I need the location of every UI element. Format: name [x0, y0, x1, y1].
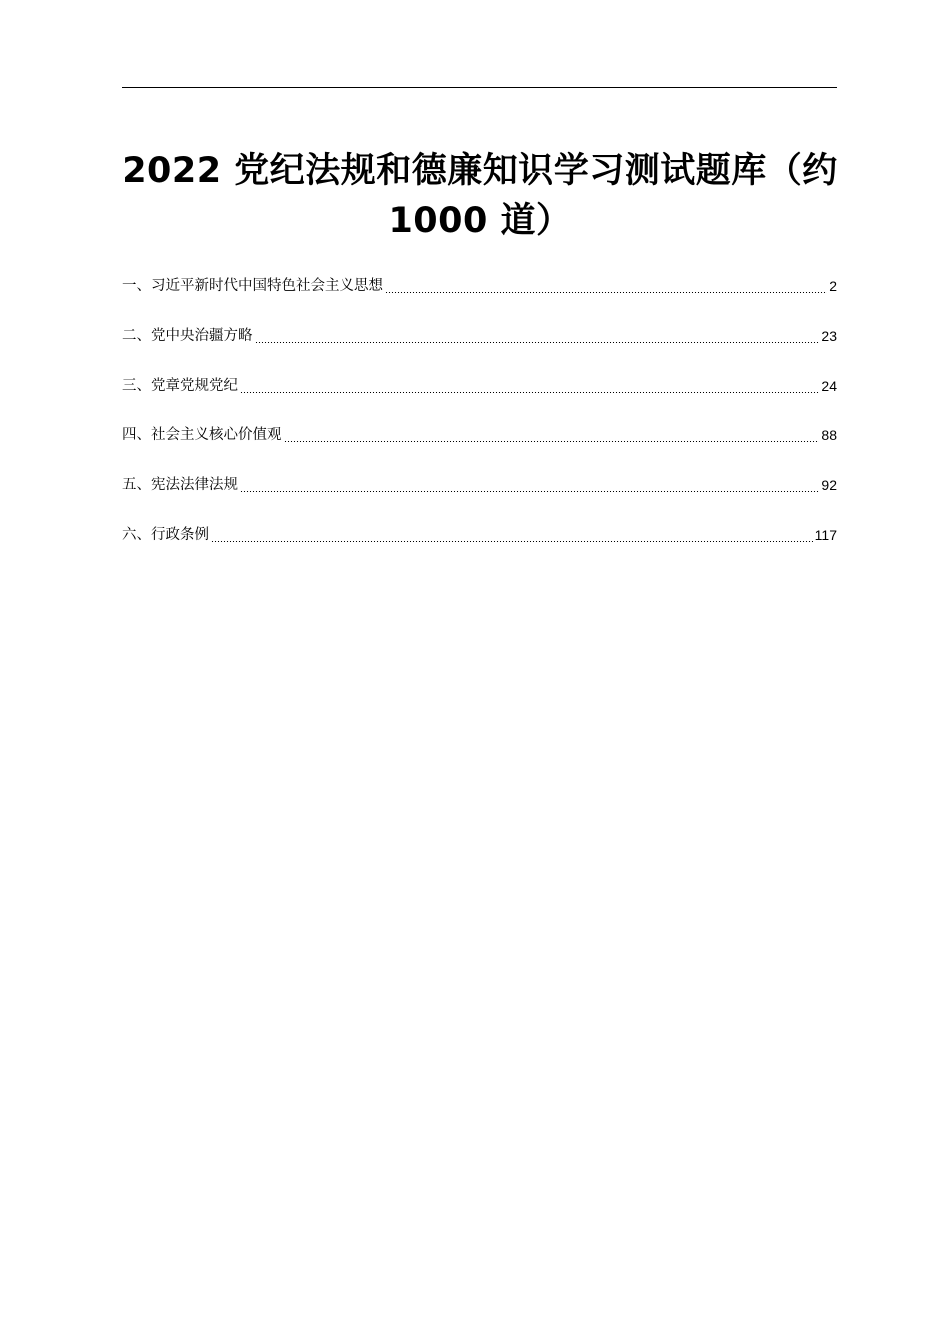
toc-entry-4[interactable]	[122, 423, 837, 448]
toc-dot-leader	[240, 491, 819, 492]
toc-entry-3[interactable]	[122, 374, 837, 399]
toc-dot-leader	[385, 292, 827, 293]
toc-entry-1[interactable]	[122, 274, 837, 299]
toc-dot-leader	[211, 541, 813, 542]
toc-page-number: 117	[814, 526, 837, 543]
toc-entry-label: 五、宪法法律法规	[122, 477, 238, 494]
toc-dot-leader	[255, 342, 820, 343]
toc-entry-label: 六、行政条例	[122, 526, 209, 543]
toc-entry-5[interactable]	[122, 473, 837, 498]
toc-dot-leader	[240, 392, 819, 393]
page-title	[110, 146, 850, 246]
toc-entry-6[interactable]	[122, 523, 837, 548]
title-line-2: 1000 道）	[388, 201, 572, 241]
toc-entry-label: 四、社会主义核心价值观	[122, 427, 282, 444]
toc-page-number: 92	[821, 477, 837, 494]
toc-dot-leader	[284, 441, 820, 442]
toc-entry-2[interactable]	[122, 324, 837, 349]
header-rule	[122, 87, 837, 88]
toc-page-number: 88	[821, 427, 837, 444]
table-of-contents	[122, 274, 837, 573]
toc-page-number: 24	[821, 377, 837, 394]
toc-page-number: 23	[821, 327, 837, 344]
toc-entry-label: 一、习近平新时代中国特色社会主义思想	[122, 278, 383, 294]
toc-entry-label: 三、党章党规党纪	[122, 377, 238, 394]
toc-entry-label: 二、党中央治疆方略	[122, 327, 253, 344]
toc-page-number: 2	[829, 278, 837, 294]
title-line-1: 2022 党纪法规和德廉知识学习测试题库（约	[122, 151, 838, 191]
